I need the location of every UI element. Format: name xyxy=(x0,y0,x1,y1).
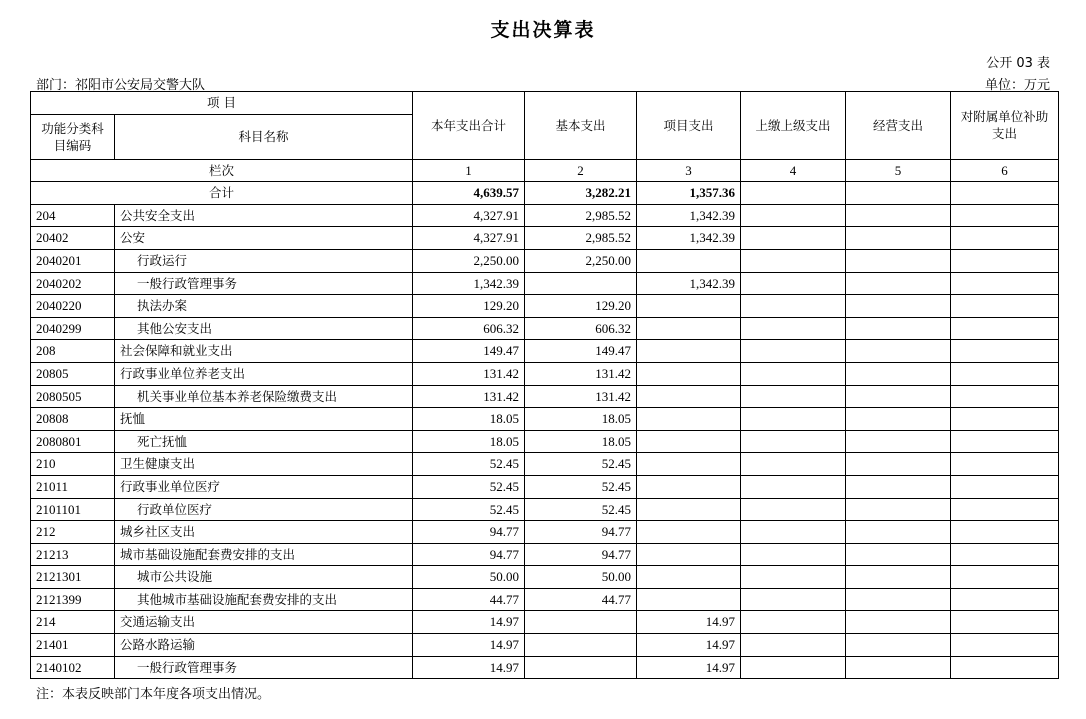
row-subsidy xyxy=(951,340,1059,363)
row-upper xyxy=(741,498,846,521)
row-code: 2121399 xyxy=(31,588,115,611)
row-basic: 129.20 xyxy=(525,295,637,318)
table-row xyxy=(31,498,1059,521)
row-total: 4,327.91 xyxy=(413,204,525,227)
row-project xyxy=(637,340,741,363)
row-subsidy xyxy=(951,634,1059,657)
column-number: 1 xyxy=(413,159,525,182)
row-code: 2040299 xyxy=(31,317,115,340)
row-total: 52.45 xyxy=(413,475,525,498)
row-project xyxy=(637,543,741,566)
form-number: 公开 03 表 xyxy=(986,56,1050,71)
row-project xyxy=(637,453,741,476)
row-name: 城市公共设施 xyxy=(115,566,413,589)
row-total: 94.77 xyxy=(413,543,525,566)
row-subsidy xyxy=(951,227,1059,250)
row-code: 214 xyxy=(31,611,115,634)
row-name: 机关事业单位基本养老保险缴费支出 xyxy=(115,385,413,408)
row-basic: 2,250.00 xyxy=(525,249,637,272)
row-business xyxy=(846,453,951,476)
column-number-label: 栏次 xyxy=(31,159,413,182)
row-project: 14.97 xyxy=(637,611,741,634)
column-number: 5 xyxy=(846,159,951,182)
footnote: 注：本表反映部门本年度各项支出情况。 xyxy=(36,687,271,702)
column-number-row xyxy=(31,159,1059,182)
row-project xyxy=(637,588,741,611)
row-total: 149.47 xyxy=(413,340,525,363)
table-row xyxy=(31,249,1059,272)
row-upper xyxy=(741,249,846,272)
table-row xyxy=(31,453,1059,476)
row-basic: 94.77 xyxy=(525,521,637,544)
row-project xyxy=(637,475,741,498)
row-subsidy xyxy=(951,362,1059,385)
row-basic: 606.32 xyxy=(525,317,637,340)
row-business xyxy=(846,498,951,521)
row-project: 14.97 xyxy=(637,634,741,657)
row-basic xyxy=(525,634,637,657)
header-subsidy: 对附属单位补助支出 xyxy=(951,92,1059,160)
row-basic xyxy=(525,656,637,679)
row-code: 210 xyxy=(31,453,115,476)
row-project: 1,342.39 xyxy=(637,204,741,227)
row-code: 2140102 xyxy=(31,656,115,679)
row-code: 208 xyxy=(31,340,115,363)
row-name: 城市基础设施配套费安排的支出 xyxy=(115,543,413,566)
row-project xyxy=(637,498,741,521)
row-project: 1,342.39 xyxy=(637,272,741,295)
table-row xyxy=(31,362,1059,385)
row-code: 2040220 xyxy=(31,295,115,318)
row-business xyxy=(846,611,951,634)
table-row xyxy=(31,385,1059,408)
row-basic: 149.47 xyxy=(525,340,637,363)
row-name: 公路水路运输 xyxy=(115,634,413,657)
row-business xyxy=(846,317,951,340)
table-row xyxy=(31,634,1059,657)
department-label: 部门：祁阳市公安局交警大队 xyxy=(36,78,206,93)
table-row xyxy=(31,611,1059,634)
row-total: 18.05 xyxy=(413,430,525,453)
row-project xyxy=(637,362,741,385)
total-upper xyxy=(741,182,846,205)
header-total: 本年支出合计 xyxy=(413,92,525,160)
table-row xyxy=(31,543,1059,566)
row-subsidy xyxy=(951,295,1059,318)
row-business xyxy=(846,295,951,318)
row-subsidy xyxy=(951,588,1059,611)
table-row xyxy=(31,430,1059,453)
row-total: 52.45 xyxy=(413,498,525,521)
row-upper xyxy=(741,362,846,385)
row-subsidy xyxy=(951,408,1059,431)
table-row xyxy=(31,227,1059,250)
row-business xyxy=(846,385,951,408)
row-name: 交通运输支出 xyxy=(115,611,413,634)
table-row xyxy=(31,475,1059,498)
table-row xyxy=(31,408,1059,431)
row-business xyxy=(846,566,951,589)
row-subsidy xyxy=(951,475,1059,498)
row-upper xyxy=(741,566,846,589)
unit-label: 单位：万元 xyxy=(984,78,1050,93)
header-business: 经营支出 xyxy=(846,92,951,160)
total-subsidy xyxy=(951,182,1059,205)
header-code: 功能分类科目编码 xyxy=(31,114,115,159)
row-name: 抚恤 xyxy=(115,408,413,431)
row-business xyxy=(846,362,951,385)
row-upper xyxy=(741,475,846,498)
row-business xyxy=(846,249,951,272)
row-basic: 52.45 xyxy=(525,498,637,521)
row-code: 2040201 xyxy=(31,249,115,272)
row-total: 129.20 xyxy=(413,295,525,318)
row-upper xyxy=(741,588,846,611)
row-name: 死亡抚恤 xyxy=(115,430,413,453)
row-code: 2040202 xyxy=(31,272,115,295)
row-code: 21401 xyxy=(31,634,115,657)
row-subsidy xyxy=(951,498,1059,521)
row-business xyxy=(846,543,951,566)
row-project xyxy=(637,521,741,544)
row-upper xyxy=(741,543,846,566)
row-basic: 2,985.52 xyxy=(525,204,637,227)
row-total: 131.42 xyxy=(413,385,525,408)
table-row xyxy=(31,521,1059,544)
row-basic: 94.77 xyxy=(525,543,637,566)
table-row xyxy=(31,656,1059,679)
row-project xyxy=(637,295,741,318)
row-basic: 131.42 xyxy=(525,385,637,408)
row-total: 14.97 xyxy=(413,611,525,634)
row-code: 2080505 xyxy=(31,385,115,408)
row-total: 606.32 xyxy=(413,317,525,340)
header-project: 项目支出 xyxy=(637,92,741,160)
row-subsidy xyxy=(951,385,1059,408)
table-row xyxy=(31,566,1059,589)
row-upper xyxy=(741,317,846,340)
row-business xyxy=(846,204,951,227)
row-basic xyxy=(525,611,637,634)
row-name: 行政运行 xyxy=(115,249,413,272)
table-row xyxy=(31,588,1059,611)
row-basic: 52.45 xyxy=(525,475,637,498)
row-project xyxy=(637,385,741,408)
row-upper xyxy=(741,295,846,318)
row-upper xyxy=(741,204,846,227)
row-project xyxy=(637,317,741,340)
row-basic: 44.77 xyxy=(525,588,637,611)
row-project: 1,342.39 xyxy=(637,227,741,250)
row-total: 52.45 xyxy=(413,453,525,476)
row-subsidy xyxy=(951,204,1059,227)
row-upper xyxy=(741,611,846,634)
row-code: 2080801 xyxy=(31,430,115,453)
row-name: 公安 xyxy=(115,227,413,250)
row-name: 其他公安支出 xyxy=(115,317,413,340)
row-business xyxy=(846,634,951,657)
row-code: 20805 xyxy=(31,362,115,385)
row-project xyxy=(637,430,741,453)
table-row xyxy=(31,295,1059,318)
table-row xyxy=(31,317,1059,340)
row-business xyxy=(846,475,951,498)
total-row xyxy=(31,182,1059,205)
row-code: 2121301 xyxy=(31,566,115,589)
row-subsidy xyxy=(951,566,1059,589)
row-code: 204 xyxy=(31,204,115,227)
row-project xyxy=(637,566,741,589)
row-total: 44.77 xyxy=(413,588,525,611)
row-name: 卫生健康支出 xyxy=(115,453,413,476)
total-business xyxy=(846,182,951,205)
row-subsidy xyxy=(951,272,1059,295)
row-code: 21213 xyxy=(31,543,115,566)
row-total: 4,327.91 xyxy=(413,227,525,250)
header-name: 科目名称 xyxy=(115,114,413,159)
row-upper xyxy=(741,453,846,476)
row-code: 2101101 xyxy=(31,498,115,521)
row-subsidy xyxy=(951,656,1059,679)
row-upper xyxy=(741,272,846,295)
row-subsidy xyxy=(951,317,1059,340)
row-upper xyxy=(741,634,846,657)
row-business xyxy=(846,408,951,431)
row-total: 14.97 xyxy=(413,634,525,657)
row-name: 执法办案 xyxy=(115,295,413,318)
expenditure-table xyxy=(30,91,1059,679)
column-number: 4 xyxy=(741,159,846,182)
row-subsidy xyxy=(951,453,1059,476)
row-name: 社会保障和就业支出 xyxy=(115,340,413,363)
row-name: 公共安全支出 xyxy=(115,204,413,227)
row-subsidy xyxy=(951,611,1059,634)
row-business xyxy=(846,340,951,363)
header-basic: 基本支出 xyxy=(525,92,637,160)
row-basic: 18.05 xyxy=(525,408,637,431)
row-name: 行政事业单位养老支出 xyxy=(115,362,413,385)
row-project: 14.97 xyxy=(637,656,741,679)
row-upper xyxy=(741,408,846,431)
row-total: 94.77 xyxy=(413,521,525,544)
column-number: 2 xyxy=(525,159,637,182)
total-project: 1,357.36 xyxy=(637,182,741,205)
row-basic: 2,985.52 xyxy=(525,227,637,250)
row-total: 14.97 xyxy=(413,656,525,679)
row-subsidy xyxy=(951,543,1059,566)
row-upper xyxy=(741,227,846,250)
table-row xyxy=(31,272,1059,295)
page-title: 支出决算表 xyxy=(490,19,596,41)
table-row xyxy=(31,340,1059,363)
header-item: 项 目 xyxy=(31,92,413,115)
total-sum: 4,639.57 xyxy=(413,182,525,205)
column-number: 3 xyxy=(637,159,741,182)
row-business xyxy=(846,430,951,453)
row-name: 一般行政管理事务 xyxy=(115,656,413,679)
row-name: 行政单位医疗 xyxy=(115,498,413,521)
header-upper: 上缴上级支出 xyxy=(741,92,846,160)
row-basic: 50.00 xyxy=(525,566,637,589)
row-upper xyxy=(741,521,846,544)
row-code: 20808 xyxy=(31,408,115,431)
row-basic: 131.42 xyxy=(525,362,637,385)
row-name: 其他城市基础设施配套费安排的支出 xyxy=(115,588,413,611)
row-project xyxy=(637,249,741,272)
row-name: 一般行政管理事务 xyxy=(115,272,413,295)
row-name: 城乡社区支出 xyxy=(115,521,413,544)
row-business xyxy=(846,227,951,250)
row-subsidy xyxy=(951,249,1059,272)
row-subsidy xyxy=(951,430,1059,453)
row-code: 20402 xyxy=(31,227,115,250)
row-business xyxy=(846,656,951,679)
row-total: 131.42 xyxy=(413,362,525,385)
row-upper xyxy=(741,656,846,679)
row-basic xyxy=(525,272,637,295)
row-business xyxy=(846,272,951,295)
row-total: 50.00 xyxy=(413,566,525,589)
row-basic: 52.45 xyxy=(525,453,637,476)
row-business xyxy=(846,521,951,544)
row-business xyxy=(846,588,951,611)
column-number: 6 xyxy=(951,159,1059,182)
total-basic: 3,282.21 xyxy=(525,182,637,205)
row-project xyxy=(637,408,741,431)
row-name: 行政事业单位医疗 xyxy=(115,475,413,498)
row-upper xyxy=(741,340,846,363)
row-code: 212 xyxy=(31,521,115,544)
row-total: 18.05 xyxy=(413,408,525,431)
row-upper xyxy=(741,430,846,453)
row-upper xyxy=(741,385,846,408)
row-total: 1,342.39 xyxy=(413,272,525,295)
row-code: 21011 xyxy=(31,475,115,498)
row-basic: 18.05 xyxy=(525,430,637,453)
total-label: 合计 xyxy=(31,182,413,205)
table-row xyxy=(31,204,1059,227)
row-subsidy xyxy=(951,521,1059,544)
row-total: 2,250.00 xyxy=(413,249,525,272)
